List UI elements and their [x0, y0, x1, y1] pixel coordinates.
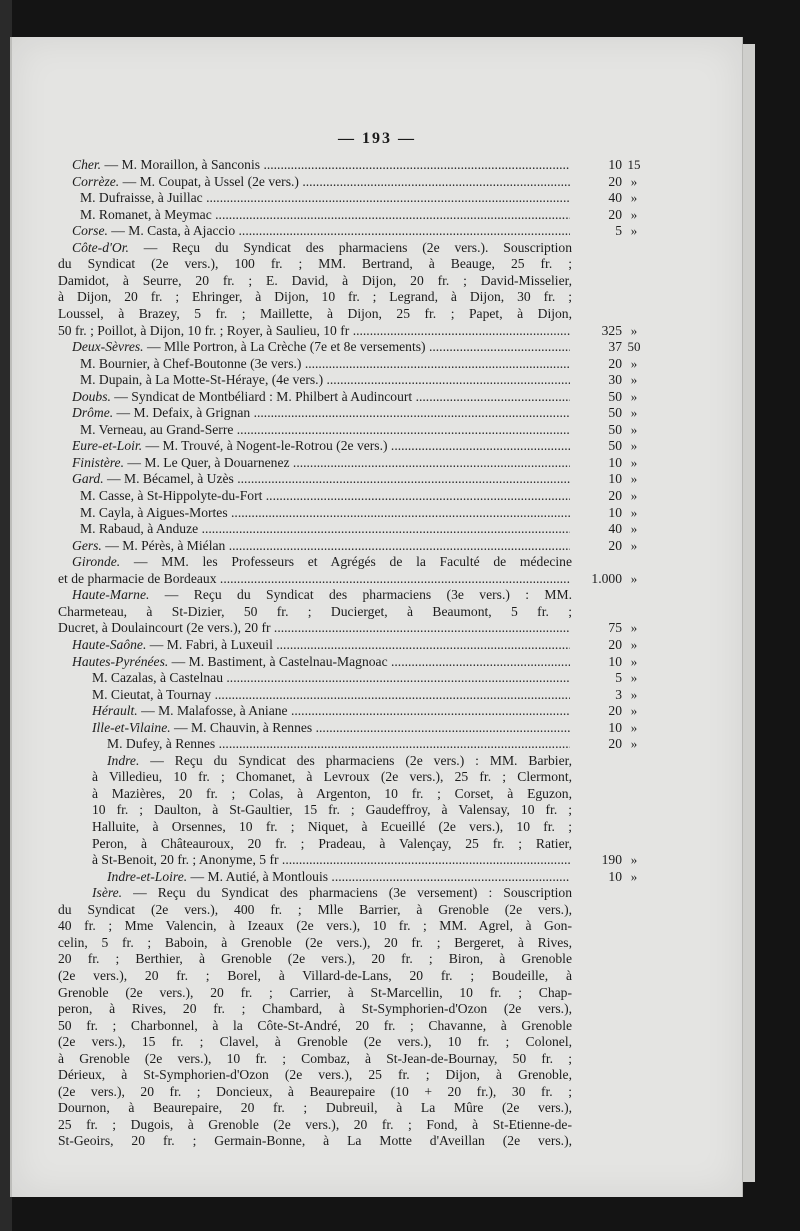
amount-francs: 75 — [608, 620, 622, 636]
amount-centimes: » — [630, 173, 638, 189]
amount-centimes: » — [630, 537, 638, 553]
text-line: 10 fr. ; Daulton, à St-Gaultier, 15 fr. ; Gaudeffroy, à Valensay, 10 fr. ; — [92, 802, 572, 818]
text-line: Indre-et-Loire. — M. Autié, à Montlouis ..... — [107, 868, 570, 885]
page-content — [12, 37, 742, 1197]
amount-centimes: » — [630, 504, 638, 520]
amount-francs: 10 — [608, 504, 622, 520]
book-page — [10, 37, 743, 1197]
amount-francs: 5 — [615, 670, 622, 686]
amount-centimes: » — [630, 570, 638, 586]
amount-francs: 10 — [608, 719, 622, 735]
amount-francs: 40 — [608, 521, 622, 537]
amount-francs: 10 — [608, 471, 622, 487]
amount-francs: 20 — [608, 488, 622, 503]
text-line: peron, à Rives, 20 fr. ; Chambard, à St-Symphorien-d'Ozon (2e vers.), — [58, 1001, 572, 1017]
amount-centimes: » — [630, 372, 638, 388]
text-line: St-Geoirs, 20 fr. ; Germain-Bonne, à La Motte d'Aveillan (2e vers.), — [58, 1133, 572, 1149]
text-line: 50 fr. ; Poillot, à Dijon, 10 fr. ; Royer, à Saulieu, 10 fr ..... — [58, 322, 570, 339]
amount-centimes: » — [630, 670, 638, 686]
text-line: à Dijon, 20 fr. ; Ehringer, à Dijon, 10 fr. ; Legrand, à Dijon, 30 fr. ; — [58, 289, 572, 305]
text-line: Côte-d'Or. — Reçu du Syndicat des pharmaciens (2e vers.). Souscription — [72, 239, 572, 255]
amount-francs: 50 — [608, 388, 622, 404]
text-line: 20 fr. ; Berthier, à Grenoble (2e vers.), 20 fr. ; Biron, à Grenoble — [58, 951, 572, 967]
text-line: M. Dupain, à La Motte-St-Héraye, (4e vers.) ..... — [80, 371, 570, 388]
text-line: et de pharmacie de Bordeaux ..... — [58, 570, 570, 587]
text-line: M. Dufey, à Rennes ..... — [107, 735, 570, 752]
amount-francs: 325 — [601, 322, 622, 338]
amount-francs: 30 — [608, 372, 622, 388]
text-line: à Grenoble (2e vers.), 10 fr. ; Combaz, à St-Jean-de-Bournay, 50 fr. ; — [58, 1050, 572, 1066]
text-line: Drôme. — M. Defaix, à Grignan ..... — [72, 404, 570, 421]
text-line: Damidot, à Seurre, 20 fr. ; E. David, à Dijon, 20 fr. ; David-Misselier, — [58, 272, 572, 288]
amount-francs: 10 — [608, 157, 622, 172]
amount-francs: 20 — [608, 537, 622, 553]
amount-centimes: 50 — [627, 339, 641, 355]
text-line: Doubs. — Syndicat de Montbéliard : M. Philbert à Audincourt ..... — [72, 388, 570, 405]
amount-centimes: » — [630, 719, 638, 735]
amount-centimes: » — [630, 438, 638, 454]
amount-centimes: » — [630, 454, 638, 470]
amount-francs: 190 — [601, 852, 622, 868]
amount-centimes: » — [630, 868, 638, 884]
text-line: à Villedieu, 10 fr. ; Chomanet, à Levroux (2e vers.), 25 fr. ; Clermont, — [92, 769, 572, 785]
amount-centimes: » — [630, 322, 638, 338]
text-line: Isère. — Reçu du Syndicat des pharmaciens (3e versement) : Souscription — [92, 885, 572, 901]
amount-francs: 5 — [615, 223, 622, 239]
text-line: du Syndicat (2e vers.), 100 fr. ; MM. Bertrand, à Beauge, 25 fr. ; — [58, 256, 572, 272]
text-line: M. Bournier, à Chef-Boutonne (3e vers.) ..... — [80, 355, 570, 372]
text-line: (2e vers.), 15 fr. ; Clavel, à Grenoble (2e vers.), 10 fr. ; Colonel, — [58, 1034, 572, 1050]
amount-centimes: » — [630, 686, 638, 702]
text-line: M. Verneau, au Grand-Serre ..... — [80, 421, 570, 438]
amount-centimes: » — [630, 521, 638, 537]
amount-francs: 20 — [608, 636, 622, 652]
text-line: Gard. — M. Bécamel, à Uzès ..... — [72, 470, 570, 487]
text-line: M. Rabaud, à Anduze ..... — [80, 520, 570, 537]
text-line: Gironde. — MM. les Professeurs et Agrégés de la Faculté de médecine — [72, 554, 572, 570]
text-line: Corse. — M. Casta, à Ajaccio ..... — [72, 222, 570, 239]
amount-francs: 20 — [608, 736, 622, 752]
text-line: à St-Benoit, 20 fr. ; Anonyme, 5 fr ..... — [92, 851, 570, 868]
amount-francs: 50 — [608, 421, 622, 437]
text-line: Eure-et-Loir. — M. Trouvé, à Nogent-le-Rotrou (2e vers.) ..... — [72, 437, 570, 454]
text-line: Indre. — Reçu du Syndicat des pharmaciens (2e vers.) : MM. Barbier, — [107, 752, 572, 768]
text-line: M. Cazalas, à Castelnau ..... — [92, 669, 570, 686]
amount-centimes: » — [630, 471, 638, 487]
text-line: Haute-Marne. — Reçu du Syndicat des pharmaciens (3e vers.) : MM. — [72, 587, 572, 603]
text-line: Peron, à Châteauroux, 20 fr. ; Pradeau, à Valençay, 25 fr. ; Ratier, — [92, 835, 572, 851]
amount-centimes: » — [630, 736, 638, 752]
amount-francs: 50 — [608, 405, 622, 421]
amount-centimes: » — [630, 636, 638, 652]
text-line: M. Cayla, à Aigues-Mortes ..... — [80, 504, 570, 521]
amount-centimes: » — [630, 190, 638, 206]
text-line: M. Romanet, à Meymac ..... — [80, 206, 570, 223]
amount-francs: 10 — [608, 868, 622, 884]
amount-centimes: » — [630, 355, 638, 371]
text-line: Haute-Saône. — M. Fabri, à Luxeuil ..... — [72, 636, 570, 653]
text-line: Hautes-Pyrénées. — M. Bastiment, à Castelnau-Magnoac ..... — [72, 653, 570, 670]
text-line: 40 fr. ; Mme Valencin, à Izeaux (2e vers.), 10 fr. ; MM. Agrel, à Gon- — [58, 918, 572, 934]
text-line: Dournon, à Beaurepaire, 20 fr. ; Dubreuil, à La Mûre (2e vers.), — [58, 1100, 572, 1116]
text-line: M. Dufraisse, à Juillac ..... — [80, 189, 570, 206]
text-line: Charmeteau, à St-Dizier, 50 fr. ; Ducierget, à Beaumont, 5 fr. ; — [58, 603, 572, 619]
text-line: Grenoble (2e vers.), 20 fr. ; Carrier, à St-Marcellin, 10 fr. ; Chap- — [58, 984, 572, 1000]
amount-francs: 20 — [608, 206, 622, 222]
amount-centimes: » — [630, 223, 638, 239]
text-line: M. Cieutat, à Tournay ..... — [92, 686, 570, 703]
text-line: Loussel, à Brazey, 5 fr. ; Maillette, à Dijon, 25 fr. ; Papet, à Dijon, — [58, 305, 572, 321]
text-line: Ille-et-Vilaine. — M. Chauvin, à Rennes ..... — [92, 719, 570, 736]
amount-centimes: » — [630, 620, 638, 636]
text-line: 25 fr. ; Dugois, à Grenoble (2e vers.), 20 fr. ; Fond, à St-Etienne-de- — [58, 1116, 572, 1132]
amount-centimes: » — [630, 388, 638, 404]
text-line: celin, 5 fr. ; Baboin, à Grenoble (2e vers.), 20 fr. ; Bergeret, à Rives, — [58, 934, 572, 950]
amount-francs: 37 — [608, 339, 622, 355]
text-line: (2e vers.), 20 fr. ; Borel, à Villard-de-Lans, 20 fr. ; Boudeille, à — [58, 967, 572, 983]
text-line: Corrèze. — M. Coupat, à Ussel (2e vers.) ..... — [72, 173, 570, 190]
amount-francs: 10 — [608, 653, 622, 669]
text-line: Deux-Sèvres. — Mlle Portron, à La Crèche (7e et 8e versements) ..... — [72, 338, 570, 355]
amount-francs: 20 — [608, 703, 622, 719]
amount-centimes: » — [630, 488, 638, 503]
text-line: Hérault. — M. Malafosse, à Aniane ..... — [92, 702, 570, 719]
amount-centimes: 15 — [627, 157, 641, 172]
amount-centimes: » — [630, 206, 638, 222]
text-line: Cher. — M. Moraillon, à Sanconis ..... — [72, 156, 570, 173]
text-line: (2e vers.), 20 fr. ; Doncieux, à Beaurepaire (10 + 20 fr.), 30 fr. ; — [58, 1083, 572, 1099]
amount-francs: 40 — [608, 190, 622, 206]
amount-centimes: » — [630, 703, 638, 719]
amount-centimes: » — [630, 653, 638, 669]
page-number: — 193 — — [338, 130, 416, 147]
text-line: à Mazières, 20 fr. ; Colas, à Argenton, 10 fr. ; Corset, à Eguzon, — [92, 785, 572, 801]
amount-centimes: » — [630, 421, 638, 437]
text-line: Gers. — M. Pérès, à Miélan ..... — [72, 537, 570, 554]
text-line: Ducret, à Doulaincourt (2e vers.), 20 fr ..... — [58, 619, 570, 636]
text-line: M. Casse, à St-Hippolyte-du-Fort ..... — [80, 487, 570, 504]
amount-francs: 20 — [608, 355, 622, 371]
amount-francs: 3 — [615, 686, 622, 702]
amount-francs: 1.000 — [591, 570, 622, 586]
amount-francs: 50 — [608, 438, 622, 454]
text-line: Halluite, à Orsennes, 10 fr. ; Niquet, à Ecueillé (2e vers.), 10 fr. ; — [92, 819, 572, 834]
text-line: 50 fr. ; Charbonnel, à la Côte-St-André, 20 fr. ; Chavanne, à Grenoble — [58, 1017, 572, 1033]
text-line: Finistère. — M. Le Quer, à Douarnenez ..... — [72, 454, 570, 471]
amount-centimes: » — [630, 405, 638, 421]
text-line: du Syndicat (2e vers.), 400 fr. ; Mlle Barrier, à Grenoble (2e vers.), — [58, 901, 572, 917]
text-line: Dérieux, à St-Symphorien-d'Ozon (2e vers.), 25 fr. ; Dijon, à Grenoble, — [58, 1067, 572, 1083]
amount-francs: 20 — [608, 173, 622, 189]
amount-centimes: » — [630, 852, 638, 868]
amount-francs: 10 — [608, 454, 622, 470]
